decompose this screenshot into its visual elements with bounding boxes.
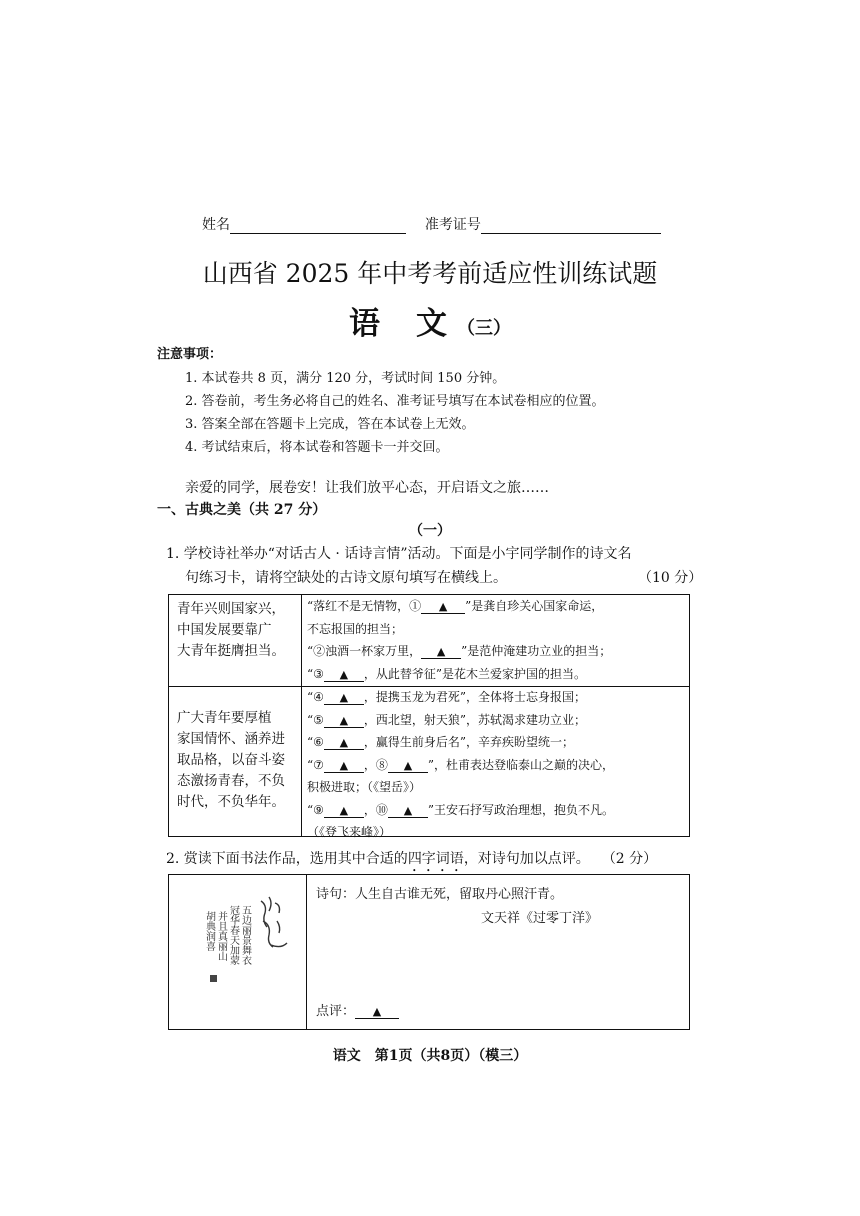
row1-lines	[307, 595, 687, 663]
question-2-text	[166, 848, 657, 875]
svg-text:冠华春天加蒙: 冠华春天加蒙	[227, 905, 239, 965]
question-1-points: （10 分）	[638, 570, 703, 586]
part-heading: （一）	[409, 523, 451, 539]
line-text: “⑥	[307, 735, 324, 749]
poem-source: 文天祥《过零丁洋》	[481, 911, 599, 926]
exam-number-field[interactable]	[481, 219, 661, 234]
answer-blank-3[interactable]: ▲	[324, 668, 364, 682]
line-text: ，⑧	[363, 757, 388, 772]
theme-line: 时代，不负华年。	[177, 794, 285, 810]
q2-emphasis: 四字词语	[407, 851, 464, 867]
answer-blank-10[interactable]: ▲	[388, 804, 428, 818]
notice-item: 4. 考试结束后，将本试卷和答题卡一并交回。	[185, 440, 449, 455]
line-text: ，西北望，射天狼”，苏轼渴求建功立业；	[363, 712, 587, 727]
answer-blank-9[interactable]: ▲	[324, 804, 364, 818]
line-text: 不忘报国的担当；	[307, 621, 404, 636]
line-text: ，提携玉龙为君死”，全体将士忘身报国；	[363, 690, 587, 704]
line-text: “⑤	[307, 712, 324, 727]
row2-theme	[177, 708, 299, 813]
name-field[interactable]	[230, 219, 406, 234]
line-text: ”王安石抒写政治理想，抱负不凡。	[427, 802, 615, 817]
svg-text:胡典润喜: 胡典润喜	[203, 911, 215, 951]
q2-suffix: ，对诗句加以点评。	[463, 851, 590, 867]
answer-blank-7[interactable]: ▲	[324, 759, 364, 773]
question-1-text-cont: 句练习卡，请将空缺处的古诗文原句填写在横线上。	[185, 570, 507, 586]
q2-prefix: 2. 赏读下面书法作品，选用其中合适的	[166, 851, 408, 867]
line-text: ，⑩	[363, 802, 388, 817]
notice-heading: 注意事项：	[157, 347, 223, 362]
theme-line: 广大青年要厚植	[177, 710, 272, 726]
line-text: ，从此替爷征”是花木兰爱家护国的担当。	[363, 667, 587, 681]
line-text: ”是龚自珍关心国家命运，	[465, 599, 604, 613]
comment-row	[316, 1000, 399, 1019]
line-text: ”是范仲淹建功立业的担当；	[461, 644, 612, 658]
comment-blank[interactable]: ▲	[355, 1005, 399, 1019]
notice-item: 3. 答案全部在答题卡上完成，答在本试卷上无效。	[185, 417, 475, 432]
paper-volume: （三）	[457, 318, 511, 339]
answer-blank-2[interactable]: ▲	[421, 645, 461, 659]
line-text: “③	[307, 667, 324, 681]
notice-item: 2. 答卷前，考生务必将自己的姓名、准考证号填写在本试卷相应的位置。	[185, 394, 605, 409]
subject-char-1: 语	[349, 306, 380, 342]
theme-line: 态激扬青春，不负	[177, 773, 285, 789]
line-text: “④	[307, 690, 324, 704]
theme-line: 中国发展要靠广	[177, 622, 272, 638]
theme-line: 取品格，以奋斗姿	[177, 752, 285, 768]
answer-blank-4[interactable]: ▲	[324, 691, 364, 705]
answer-blank-5[interactable]: ▲	[324, 714, 364, 728]
question-2-points: （2 分）	[601, 851, 658, 867]
line-text: “②浊酒一杯家万里，	[307, 644, 422, 658]
theme-line: 青年兴则国家兴，	[177, 601, 285, 617]
line-text: ，赢得生前身后名”，辛弃疾盼望统一；	[363, 735, 575, 749]
row1-last-line	[307, 663, 687, 686]
theme-line: 家国情怀、涵养进	[177, 731, 285, 747]
exam-title: 山西省 2025 年中考考前适应性训练试题	[202, 259, 658, 288]
line-text: ”，杜甫表达登临泰山之巅的决心，	[427, 757, 615, 772]
exam-number-label: 准考证号	[424, 217, 481, 233]
theme-line: 大青年挺膺担当。	[177, 643, 285, 659]
subject-title	[0, 298, 860, 343]
svg-text:并且真丽山: 并且真丽山	[215, 911, 227, 961]
subject-char-2: 文	[416, 306, 447, 342]
poem-practice-card	[168, 594, 690, 837]
calligraphy-artwork-image	[183, 891, 293, 1001]
name-label: 姓名	[202, 217, 230, 233]
section-heading: 一、古典之美（共 27 分）	[157, 502, 327, 518]
page-footer: 语文 第1页（共8页）（模三）	[332, 1048, 528, 1064]
answer-blank-6[interactable]: ▲	[324, 736, 364, 750]
row1-theme	[177, 599, 299, 662]
svg-text:五边丽景舞衣: 五边丽景舞衣	[239, 905, 251, 965]
comment-label: 点评：	[316, 1004, 356, 1019]
candidate-info-row	[202, 214, 661, 234]
line-text: “⑨	[307, 802, 324, 817]
line-text: “⑦	[307, 757, 324, 772]
poem-line: 诗句：人生自古谁无死，留取丹心照汗青。	[316, 887, 564, 902]
answer-blank-8[interactable]: ▲	[388, 759, 428, 773]
row2-lines	[307, 686, 687, 844]
line-text: “落红不是无情物，①	[307, 599, 422, 613]
greeting: 亲爱的同学，展卷安！让我们放平心态，开启语文之旅……	[185, 480, 549, 496]
question-1-text: 1. 学校诗社举办“对话古人 · 话诗言情”活动。下面是小宇同学制作的诗文名	[166, 546, 632, 562]
notice-item: 1. 本试卷共 8 页，满分 120 分，考试时间 150 分钟。	[185, 371, 506, 386]
calligraphy-comment-box	[168, 874, 690, 1030]
answer-blank-1[interactable]: ▲	[421, 600, 465, 614]
line-text: （《登飞来峰》）	[307, 825, 392, 839]
line-text: 积极进取；（《望岳》）	[307, 780, 422, 794]
